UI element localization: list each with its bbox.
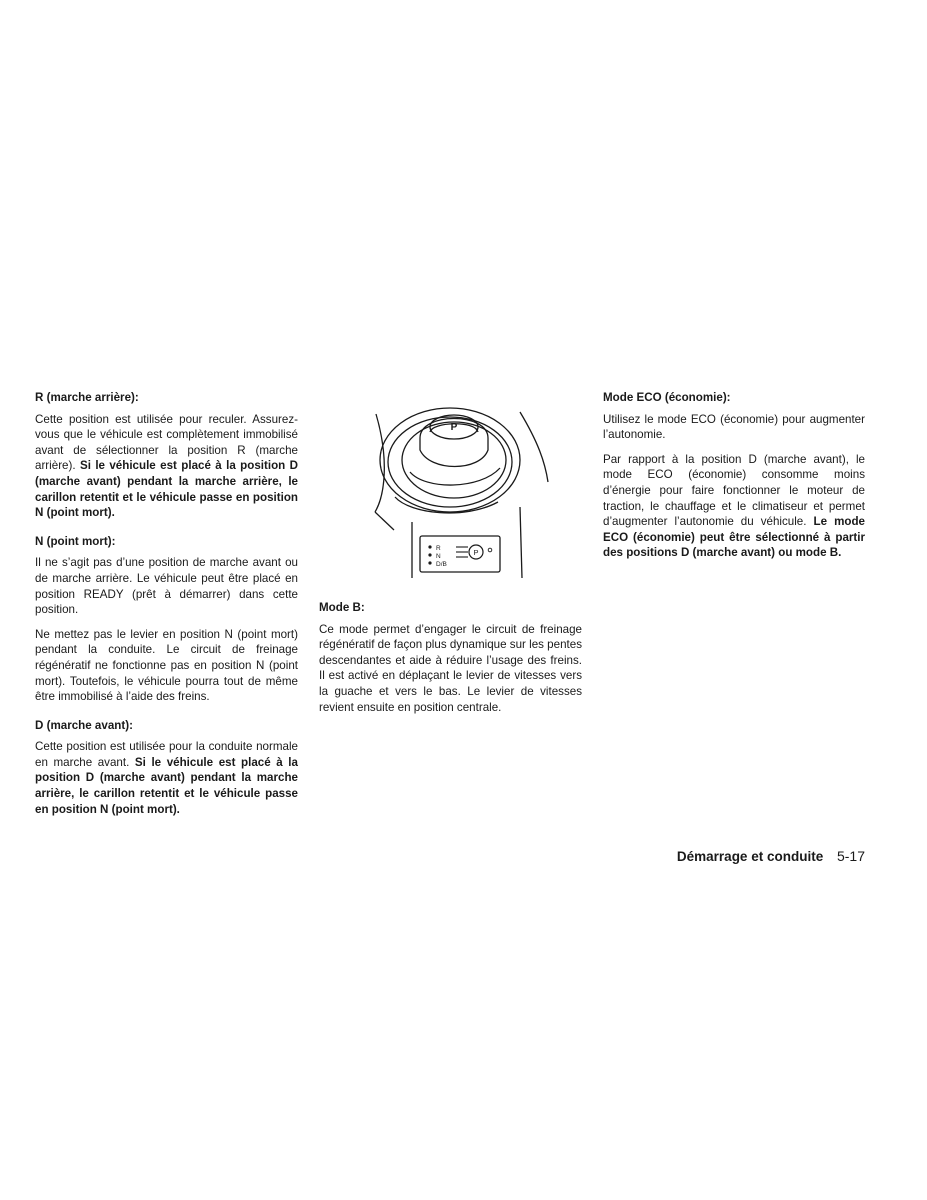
left-column (35, 390, 298, 826)
park-indicator-dot (488, 548, 492, 552)
heading-r-reverse: R (marche arrière): (35, 391, 139, 404)
indicator-dot-n (428, 553, 431, 556)
paragraph-n-1: Il ne s’agit pas d’une position de marche avant ou de marche arrière. Le véhicule peut être placé en position READY (prêt à démarrer) dans cette position. (35, 556, 298, 617)
page-number: 5-17 (836, 848, 865, 864)
paragraph-n-2: Ne mettez pas le levier en position N (point mort) pendant la conduite. Le circuit de freinage régénératif ne fonctionne pas en position N (point mort). Toutefois, le véhicule pourra tout de même être immobilisé à l’aide des freins. (35, 627, 298, 704)
d-text: Cette position est utilisée pour la conduite normale en marche avant. (35, 740, 298, 769)
paragraph-eco-2 (603, 452, 865, 561)
heading-mode-eco: Mode ECO (économie): (603, 391, 731, 404)
heading-n-neutral: N (point mort): (35, 534, 116, 548)
shift-lever-illustration (370, 402, 554, 584)
eco-lines-icon (456, 547, 468, 557)
indicator-dot-r (428, 545, 431, 548)
indicator-db-label: D/B (436, 561, 447, 568)
eco-note: Le mode ECO (économie) peut être sélectionné à partir des positions D (marche avant) ou mode B. (603, 515, 865, 560)
knob-p-label: P (450, 422, 458, 433)
paragraph-mode-b: Ce mode permet d’engager le circuit de freinage régénératif de façon plus dynamique sur les pentes descendantes et aide à réduire l’usage des freins. Il est activé en déplaçant le levier de vitesses vers la guache et vers le bas. Le levier de vitesses revient ensuite en position centrale. (319, 622, 582, 714)
eco-text: Par rapport à la position D (marche avant), le mode ECO (économie) consomme moins d’énergie pour faire fonctionner le moteur de traction, le chauffage et le climatiseur et permet d’augmenter l’autonomie du véhicule. (603, 452, 865, 529)
middle-column (319, 600, 582, 724)
right-column (603, 390, 865, 570)
paragraph-d-drive (35, 739, 298, 817)
r-warning: Si le véhicule est placé à la position D (marche avant) pendant la marche arrière, le carillon retentit et le véhicule passe en position N (point mort). (35, 459, 298, 520)
indicator-r-label: R (436, 545, 441, 552)
park-button-label: P (473, 548, 479, 557)
indicator-n-label: N (436, 553, 441, 560)
heading-d-drive: D (marche avant): (35, 718, 133, 732)
indicator-dot-db (428, 561, 431, 564)
paragraph-eco-1: Utilisez le mode ECO (économie) pour augmenter l’autonomie. (603, 412, 865, 442)
footer-section-title: Démarrage et conduite (676, 849, 824, 864)
heading-mode-b: Mode B: (319, 601, 365, 614)
page-footer (677, 848, 865, 864)
paragraph-r-reverse (35, 412, 298, 521)
r-text: Cette position est utilisée pour reculer. Assurez-vous que le véhicule est complètement immobilisé avant de sélectionner la position R (marche arrière). (35, 412, 298, 473)
d-warning: Si le véhicule est placé à la position D (marche avant) pendant la marche arrière, le carillon retentit et le véhicule passe en position N (point mort). (35, 755, 298, 816)
